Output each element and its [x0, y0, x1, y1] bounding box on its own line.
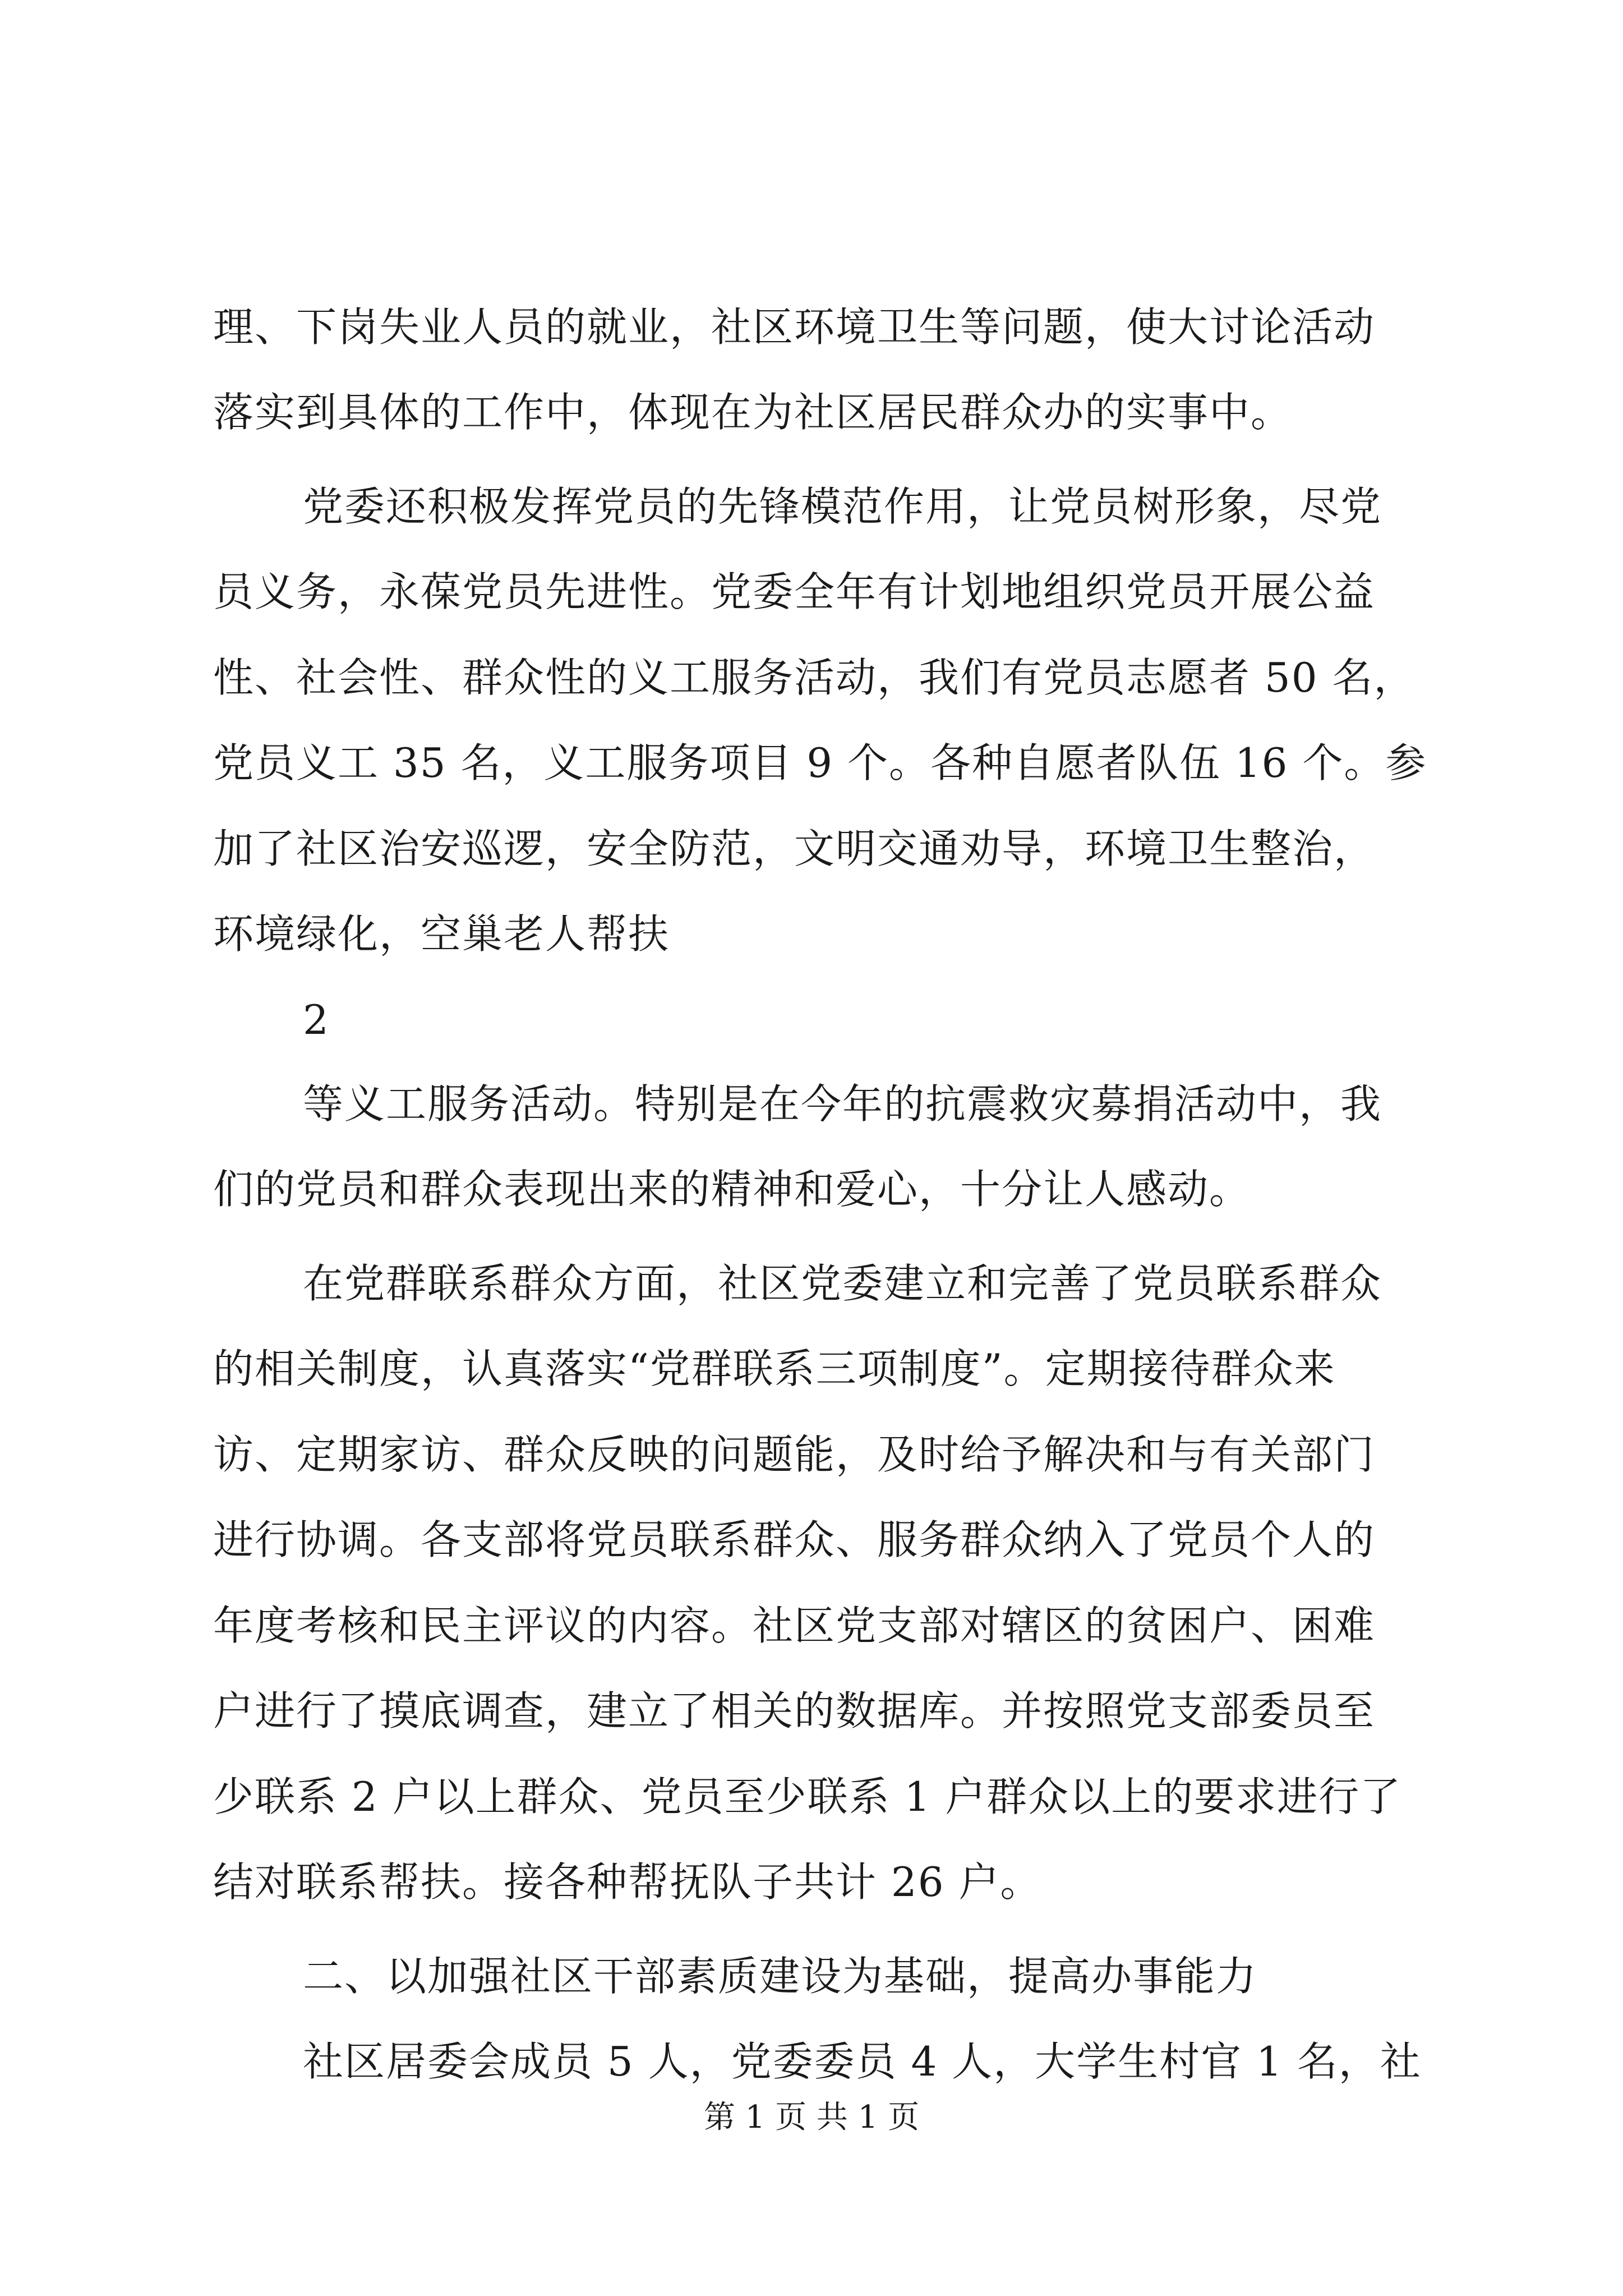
- text-line-12: 的相关制度，认真落实“党群联系三项制度”。定期接待群众来: [213, 1345, 1336, 1392]
- text-line-19: 社区居委会成员 5 人，党委委员 4 人，大学生村官 1 名，社: [303, 2038, 1422, 2085]
- text-line-15: 年度考核和民主评议的内容。社区党支部对辖区的贫困户、困难: [213, 1602, 1376, 1649]
- text-line-16: 户进行了摸底调查，建立了相关的数据库。并按照党支部委员至: [213, 1687, 1376, 1734]
- text-line-3: 党委还积极发挥党员的先锋模范作用，让党员树形象，尽党: [303, 483, 1382, 530]
- text-line-10: 们的党员和群众表现出来的精神和爱心，十分让人感动。: [213, 1166, 1251, 1213]
- text-line-8: 环境绿化，空巢老人帮扶: [213, 910, 670, 958]
- text-line-14: 进行协调。各支部将党员联系群众、服务群众纳入了党员个人的: [213, 1516, 1376, 1563]
- text-line-5: 性、社会性、群众性的义工服务活动，我们有党员志愿者 50 名，: [213, 654, 1415, 701]
- text-line-13: 访、定期家访、群众反映的问题能，及时给予解决和与有关部门: [213, 1431, 1376, 1478]
- text-line-1: 理、下岗失业人员的就业，社区环境卫生等问题，使大讨论活动: [213, 303, 1376, 351]
- text-line-18: 结对联系帮扶。接各种帮抚队子共计 26 户。: [213, 1858, 1042, 1906]
- text-line-11: 在党群联系群众方面，社区党委建立和完善了党员联系群众: [303, 1260, 1382, 1307]
- text-line-6: 党员义工 35 名，义工服务项目 9 个。各种自愿者队伍 16 个。参: [213, 739, 1427, 786]
- text-line-2: 落实到具体的工作中，体现在为社区居民群众办的实事中。: [213, 389, 1293, 436]
- text-line-9: 等义工服务活动。特别是在今年的抗震救灾募捐活动中，我: [303, 1080, 1382, 1128]
- text-line-4: 员义务，永葆党员先进性。党委全年有计划地组织党员开展公益: [213, 568, 1376, 615]
- section-heading: 二、以加强社区干部素质建设为基础，提高办事能力: [303, 1953, 1258, 2000]
- page-number-inline: 2: [303, 996, 330, 1043]
- page-footer: 第 1 页 共 1 页: [703, 2099, 920, 2136]
- text-line-17: 少联系 2 户以上群众、党员至少联系 1 户群众以上的要求进行了: [213, 1773, 1402, 1820]
- text-line-7: 加了社区治安巡逻，安全防范，文明交通劝导，环境卫生整治，: [213, 825, 1376, 872]
